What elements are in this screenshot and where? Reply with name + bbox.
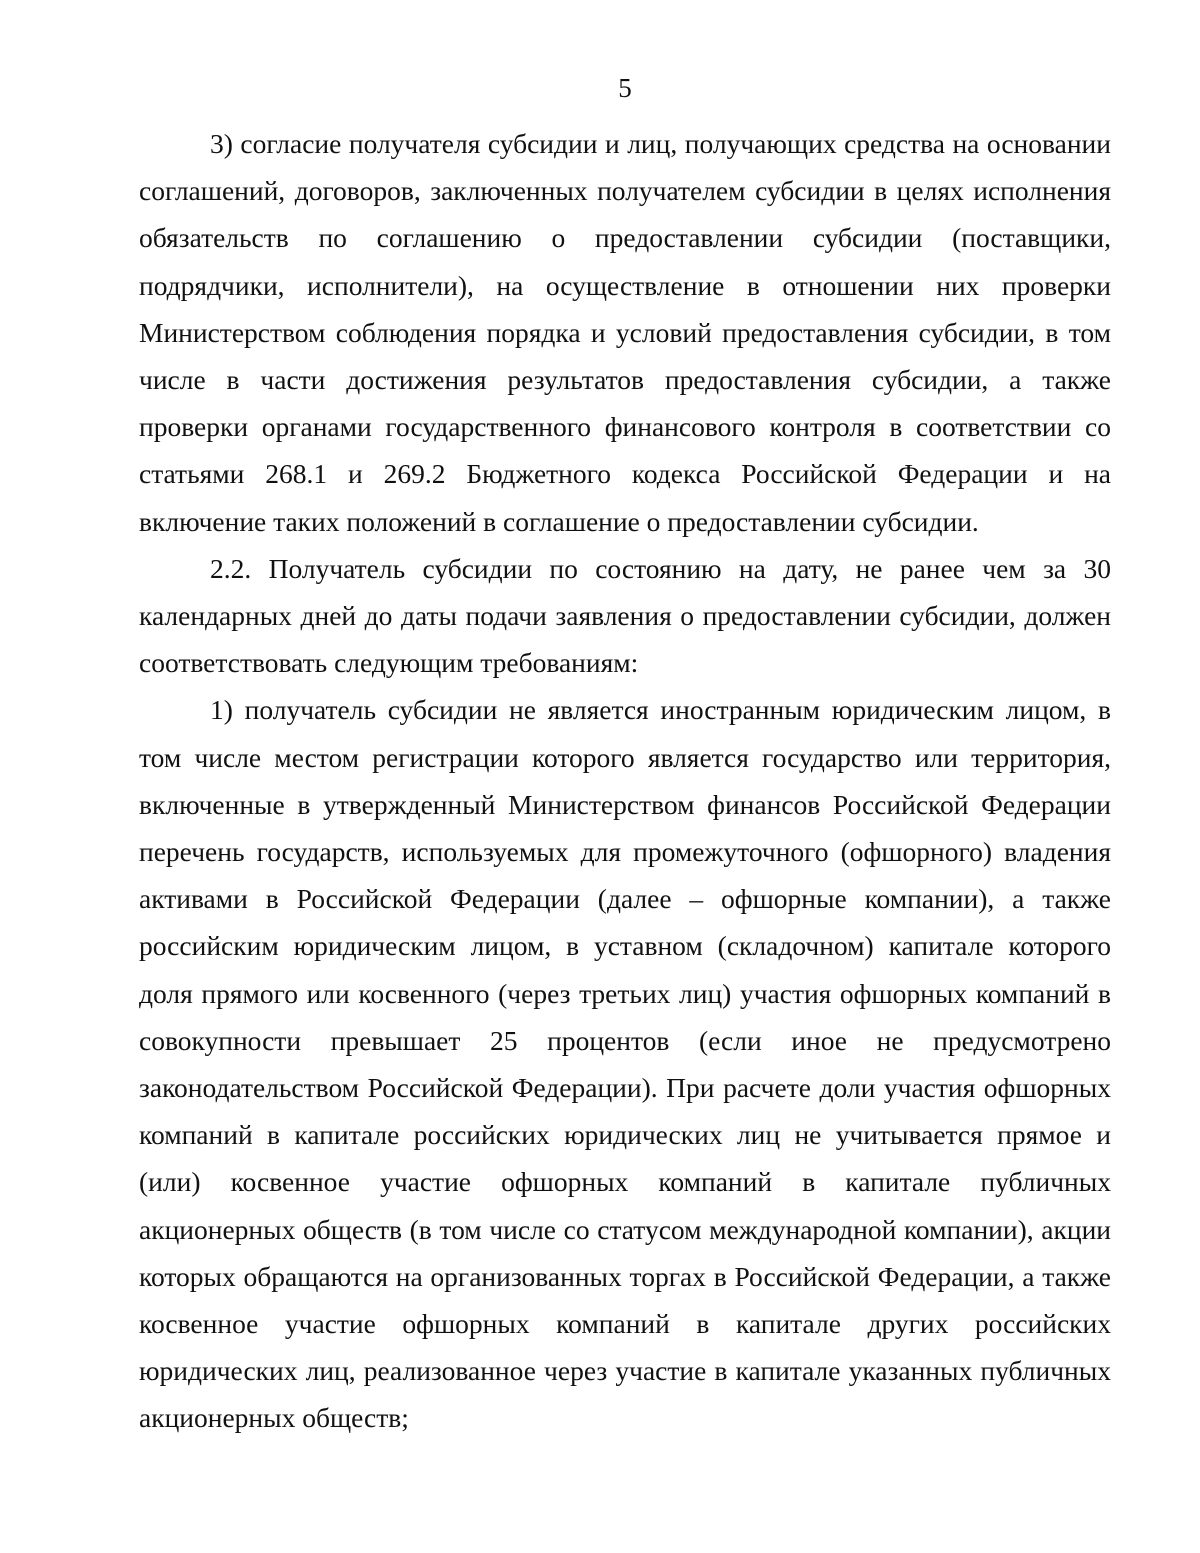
paragraph-consent-to-audit: 3) согласие получателя субсидии и лиц, получающих средства на основании соглашений, договоров, заключенных получателем субсидии в целях исполнения обязательств по соглашению о предоставлении субсидии (поставщики, подрядчики, исполнители), на осуществление в отношении них проверки Министерством соблюдения порядка и условий предоставления субсидии, в том числе в части достижения результатов предоставления субсидии, а также проверки органами государственного финансового контроля в соответствии со статьями 268.1 и 269.2 Бюджетного кодекса Российской Федерации и на включение таких положений в соглашение о предоставлении субсидии.	[139, 128, 1111, 537]
paragraph-2-2-requirements: 2.2. Получатель субсидии по состоянию на дату, не ранее чем за 30 календарных дней до даты подачи заявления о предоставлении субсидии, должен соответствовать следующим требованиям:	[139, 552, 1111, 679]
page-number: 5	[618, 73, 632, 103]
paragraph-offshore-requirement: 1) получатель субсидии не является иностранным юридическим лицом, в том числе местом регистрации которого является государство или территория, включенные в утвержденный Министерством финансов Российской Федерации перечень государств, используемых для промежуточного (офшорного) владения активами в Российской Федерации (далее – офшорные компании), а также российским юридическим лицом, в уставном (складочном) капитале которого доля прямого или косвенного (через третьих лиц) участия офшорных компаний в совокупности превышает 25 процентов (если иное не предусмотрено законодательством Российской Федерации). При расчете доли участия офшорных компаний в капитале российских юридических лиц не учитывается прямое и (или) косвенное участие офшорных компаний в капитале публичных акционерных обществ (в том числе со статусом международной компании), акции которых обращаются на организованных торгах в Российской Федерации, а также косвенное участие офшорных компаний в капитале других российских юридических лиц, реализованное через участие в капитале указанных публичных акционерных обществ;	[139, 694, 1111, 1434]
document-body	[139, 120, 1111, 1442]
